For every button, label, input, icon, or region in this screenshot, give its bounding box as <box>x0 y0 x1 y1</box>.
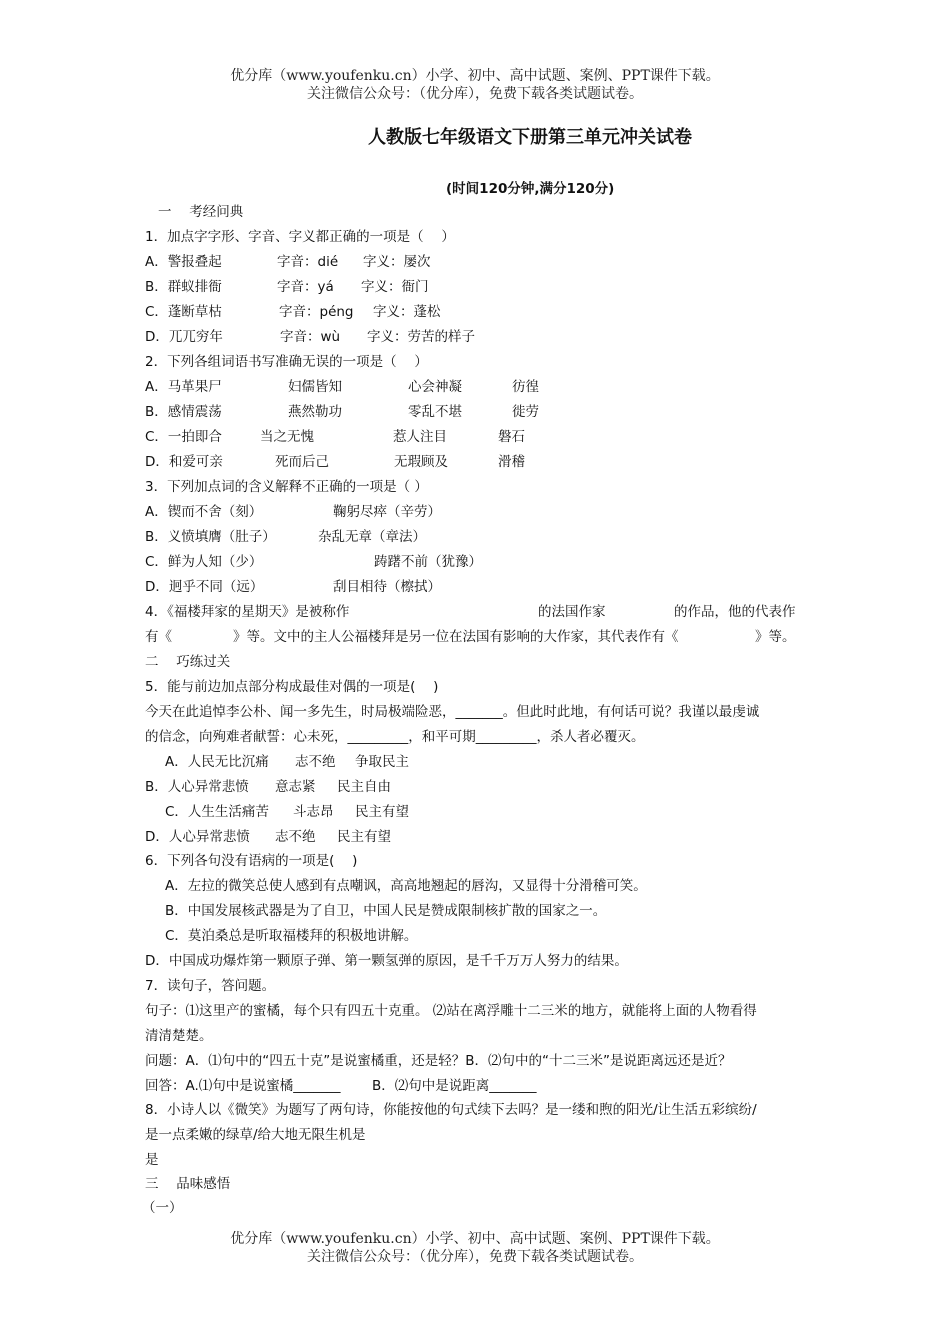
q7-question <box>145 1052 731 1070</box>
q7-sentence-1 <box>145 1002 757 1020</box>
q1-a-sound: 字音：dié <box>277 254 339 270</box>
q2-c-w2: 当之无愧 <box>260 429 314 445</box>
q3-option-a <box>145 503 441 521</box>
q8-line-2-text: 是一点柔嫩的绿草/给大地无限生机是 <box>145 1127 366 1143</box>
q5-a-w1: A．人民无比沉痛 <box>165 754 269 770</box>
q5-b-w2: 意志紧 <box>275 779 316 795</box>
section-2-heading <box>145 653 230 671</box>
q5-option-b <box>145 778 391 796</box>
q8-line-1-text: 8．小诗人以《微笑》为题写了两句诗，你能按他的句式续下去吗？是一缕和煦的阳光/让生活五彩缤纷/ <box>145 1102 757 1118</box>
question-8-line-1 <box>145 1101 757 1119</box>
question-3 <box>145 478 428 496</box>
q6-b-text: B．中国发展核武器是为了自卫，中国人民是赞成限制核扩散的国家之一。 <box>165 903 607 919</box>
q2-option-d <box>145 453 525 471</box>
question-1 <box>145 228 455 246</box>
q3-option-d <box>145 578 441 596</box>
q2-a-w4: 彷徨 <box>512 379 539 395</box>
q3-d-w2: 刮目相待（檫拭） <box>333 579 441 595</box>
section-3-text: 三 品味感悟 <box>145 1176 231 1192</box>
q1-a-word: A．警报叠起 <box>145 254 222 270</box>
q5-stem: 5．能与前边加点部分构成最佳对偶的一项是( ) <box>145 679 439 695</box>
q2-option-a <box>145 378 539 396</box>
q5-passage-2 <box>145 728 645 746</box>
question-8-line-2 <box>145 1126 366 1144</box>
q4-part-6: 》等。 <box>755 629 796 645</box>
q3-option-b <box>145 528 426 546</box>
q1-option-b <box>145 278 429 296</box>
q6-option-a <box>165 877 647 895</box>
q3-a-w2: 鞠躬尽瘁（辛劳） <box>333 504 441 520</box>
q5-passage-1 <box>145 703 759 721</box>
q3-c-w2: 踌躇不前（犹豫） <box>374 554 482 570</box>
q2-c-w3: 惹人注目 <box>393 429 447 445</box>
q2-d-w1: D．和爱可亲 <box>145 454 223 470</box>
q1-c-meaning: 字义：蓬松 <box>373 304 441 320</box>
question-4-line-2 <box>145 628 796 646</box>
q8-line-3-text: 是 <box>145 1152 159 1168</box>
q5-option-d <box>145 828 391 846</box>
question-4-line-1 <box>145 603 796 621</box>
q3-stem: 3．下列加点词的含义解释不正确的一项是（ ） <box>145 479 428 495</box>
q1-c-word: C．蓬断草枯 <box>145 304 222 320</box>
q1-stem: 1．加点字字形、字音、字义都正确的一项是（ ） <box>145 229 455 245</box>
question-6 <box>145 852 357 870</box>
q1-d-meaning: 字义：劳苦的样子 <box>367 329 475 345</box>
q1-option-a <box>145 253 431 271</box>
q2-c-w4: 磐石 <box>498 429 525 445</box>
q2-option-c <box>145 428 525 446</box>
part-1-heading <box>142 1199 183 1217</box>
q3-b-w2: 杂乱无章（章法） <box>318 529 426 545</box>
section-2-text: 二 巧练过关 <box>145 654 231 670</box>
q7-sentence-2 <box>145 1027 213 1045</box>
q2-a-w1: A．马革果尸 <box>145 379 222 395</box>
q5-c-w1: C．人生生活痛苦 <box>165 804 269 820</box>
q7-question-text: 问题：A．⑴句中的“四五十克”是说蜜橘重，还是轻？B．⑵句中的“十二三米”是说距离远还是近？ <box>145 1053 732 1069</box>
q3-option-c <box>145 553 482 571</box>
q5-c-w3: 民主有望 <box>355 804 409 820</box>
q5-option-c <box>165 803 409 821</box>
q1-d-sound: 字音：wù <box>280 329 341 345</box>
q6-option-d <box>145 952 628 970</box>
header-line-1: 优分库（www.youfenku.cn）小学、初中、高中试题、案例、PPT课件下载。 <box>230 68 720 84</box>
q1-c-sound: 字音：péng <box>279 304 354 320</box>
section-3-heading <box>145 1175 230 1193</box>
q5-c-w2: 斗志昂 <box>293 804 334 820</box>
q4-part-5: 》等。文中的主人公福楼拜是另一位在法国有影响的大作家，其代表作有《 <box>233 629 679 645</box>
q3-b-w1: B．义愤填膺（肚子） <box>145 529 276 545</box>
q3-c-w1: C．鲜为人知（少） <box>145 554 263 570</box>
q2-d-w4: 滑稽 <box>498 454 525 470</box>
q2-d-w2: 死而后己 <box>275 454 329 470</box>
q2-stem: 2．下列各组词语书写准确无误的一项是（ ） <box>145 354 428 370</box>
q6-a-text: A．左拉的微笑总使人感到有点嘲讽，高高地翘起的唇沟，又显得十分滑稽可笑。 <box>165 878 647 894</box>
q7-answer-b: B．⑵句中是说距离_______ <box>372 1078 537 1094</box>
q5-a-w2: 志不绝 <box>295 754 336 770</box>
q5-b-w3: 民主自由 <box>337 779 391 795</box>
q5-passage-1-text: 今天在此追悼李公朴、闻一多先生，时局极端险恶，_______。但此时此地，有何话可说？我谨以最虔诚 <box>145 704 760 720</box>
q2-a-w3: 心会神凝 <box>408 379 462 395</box>
q4-part-2: 的法国作家 <box>538 604 606 620</box>
document-title: 人教版七年级语文下册第三单元冲关试卷 <box>368 127 692 148</box>
q7-sentence-1-text: 句子：⑴这里产的蜜橘，每个只有四五十克重。 ⑵站在离浮雕十二三米的地方，就能将上面的人物看得 <box>145 1003 757 1019</box>
q4-part-3: 的作品，他的代表作 <box>674 604 796 620</box>
q2-b-w1: B．感情震荡 <box>145 404 222 420</box>
q2-c-w1: C．一拍即合 <box>145 429 222 445</box>
section-1-heading <box>158 203 243 221</box>
q5-b-w1: B．人心异常悲愤 <box>145 779 249 795</box>
q7-sentence-2-text: 清清楚楚。 <box>145 1028 213 1044</box>
q4-part-1: 4．《福楼拜家的星期天》是被称作 <box>145 604 350 620</box>
question-5 <box>145 678 438 696</box>
q7-answer <box>145 1077 537 1095</box>
q4-part-4: 有《 <box>145 629 172 645</box>
q1-a-meaning: 字义：屡次 <box>363 254 431 270</box>
document-subtitle: (时间120分钟,满分120分) <box>446 181 615 197</box>
q5-d-w2: 志不绝 <box>275 829 316 845</box>
q6-option-c <box>165 927 417 945</box>
footer-line-2: 关注微信公众号：（优分库），免费下载各类试题试卷。 <box>307 1249 643 1265</box>
q3-d-w1: D．迥乎不同（远） <box>145 579 264 595</box>
q1-b-sound: 字音：yá <box>277 279 334 295</box>
footer-line-1: 优分库（www.youfenku.cn）小学、初中、高中试题、案例、PPT课件下载。 <box>230 1231 720 1247</box>
q7-stem: 7．读句子，答问题。 <box>145 978 276 994</box>
q6-d-text: D．中国成功爆炸第一颗原子弹、第一颗氢弹的原因，是千千万万人努力的结果。 <box>145 953 628 969</box>
q6-c-text: C．莫泊桑总是听取福楼拜的积极地讲解。 <box>165 928 418 944</box>
q5-d-w3: 民主有望 <box>337 829 391 845</box>
q5-passage-2-text: 的信念，向殉难者献誓：心未死，_________，和平可期_________，杀人者必覆灭。 <box>145 729 645 745</box>
q2-a-w2: 妇儒皆知 <box>288 379 342 395</box>
section-1-text: 一 考经问典 <box>158 204 244 220</box>
q5-d-w1: D．人心异常悲愤 <box>145 829 250 845</box>
question-8-line-3 <box>145 1151 159 1169</box>
q2-b-w3: 零乱不堪 <box>408 404 462 420</box>
q2-option-b <box>145 403 539 421</box>
question-2 <box>145 353 428 371</box>
q7-answer-a: 回答：A.⑴句中是说蜜橘_______ <box>145 1078 341 1094</box>
q2-b-w4: 徙劳 <box>512 404 539 420</box>
q6-option-b <box>165 902 606 920</box>
part-1-text: （一） <box>142 1200 183 1216</box>
question-7 <box>145 977 275 995</box>
q2-b-w2: 燕然勒功 <box>288 404 342 420</box>
q1-d-word: D．兀兀穷年 <box>145 329 223 345</box>
q5-option-a <box>165 753 409 771</box>
header-line-2: 关注微信公众号：（优分库），免费下载各类试题试卷。 <box>307 86 643 102</box>
q6-stem: 6．下列各句没有语病的一项是( ) <box>145 853 358 869</box>
q1-b-word: B．群蚁排衙 <box>145 279 222 295</box>
q1-b-meaning: 字义：衙门 <box>361 279 429 295</box>
q1-option-c <box>145 303 441 321</box>
q5-a-w3: 争取民主 <box>355 754 409 770</box>
q1-option-d <box>145 328 475 346</box>
q2-d-w3: 无瑕顾及 <box>394 454 448 470</box>
q3-a-w1: A．锲而不舍（刻） <box>145 504 263 520</box>
